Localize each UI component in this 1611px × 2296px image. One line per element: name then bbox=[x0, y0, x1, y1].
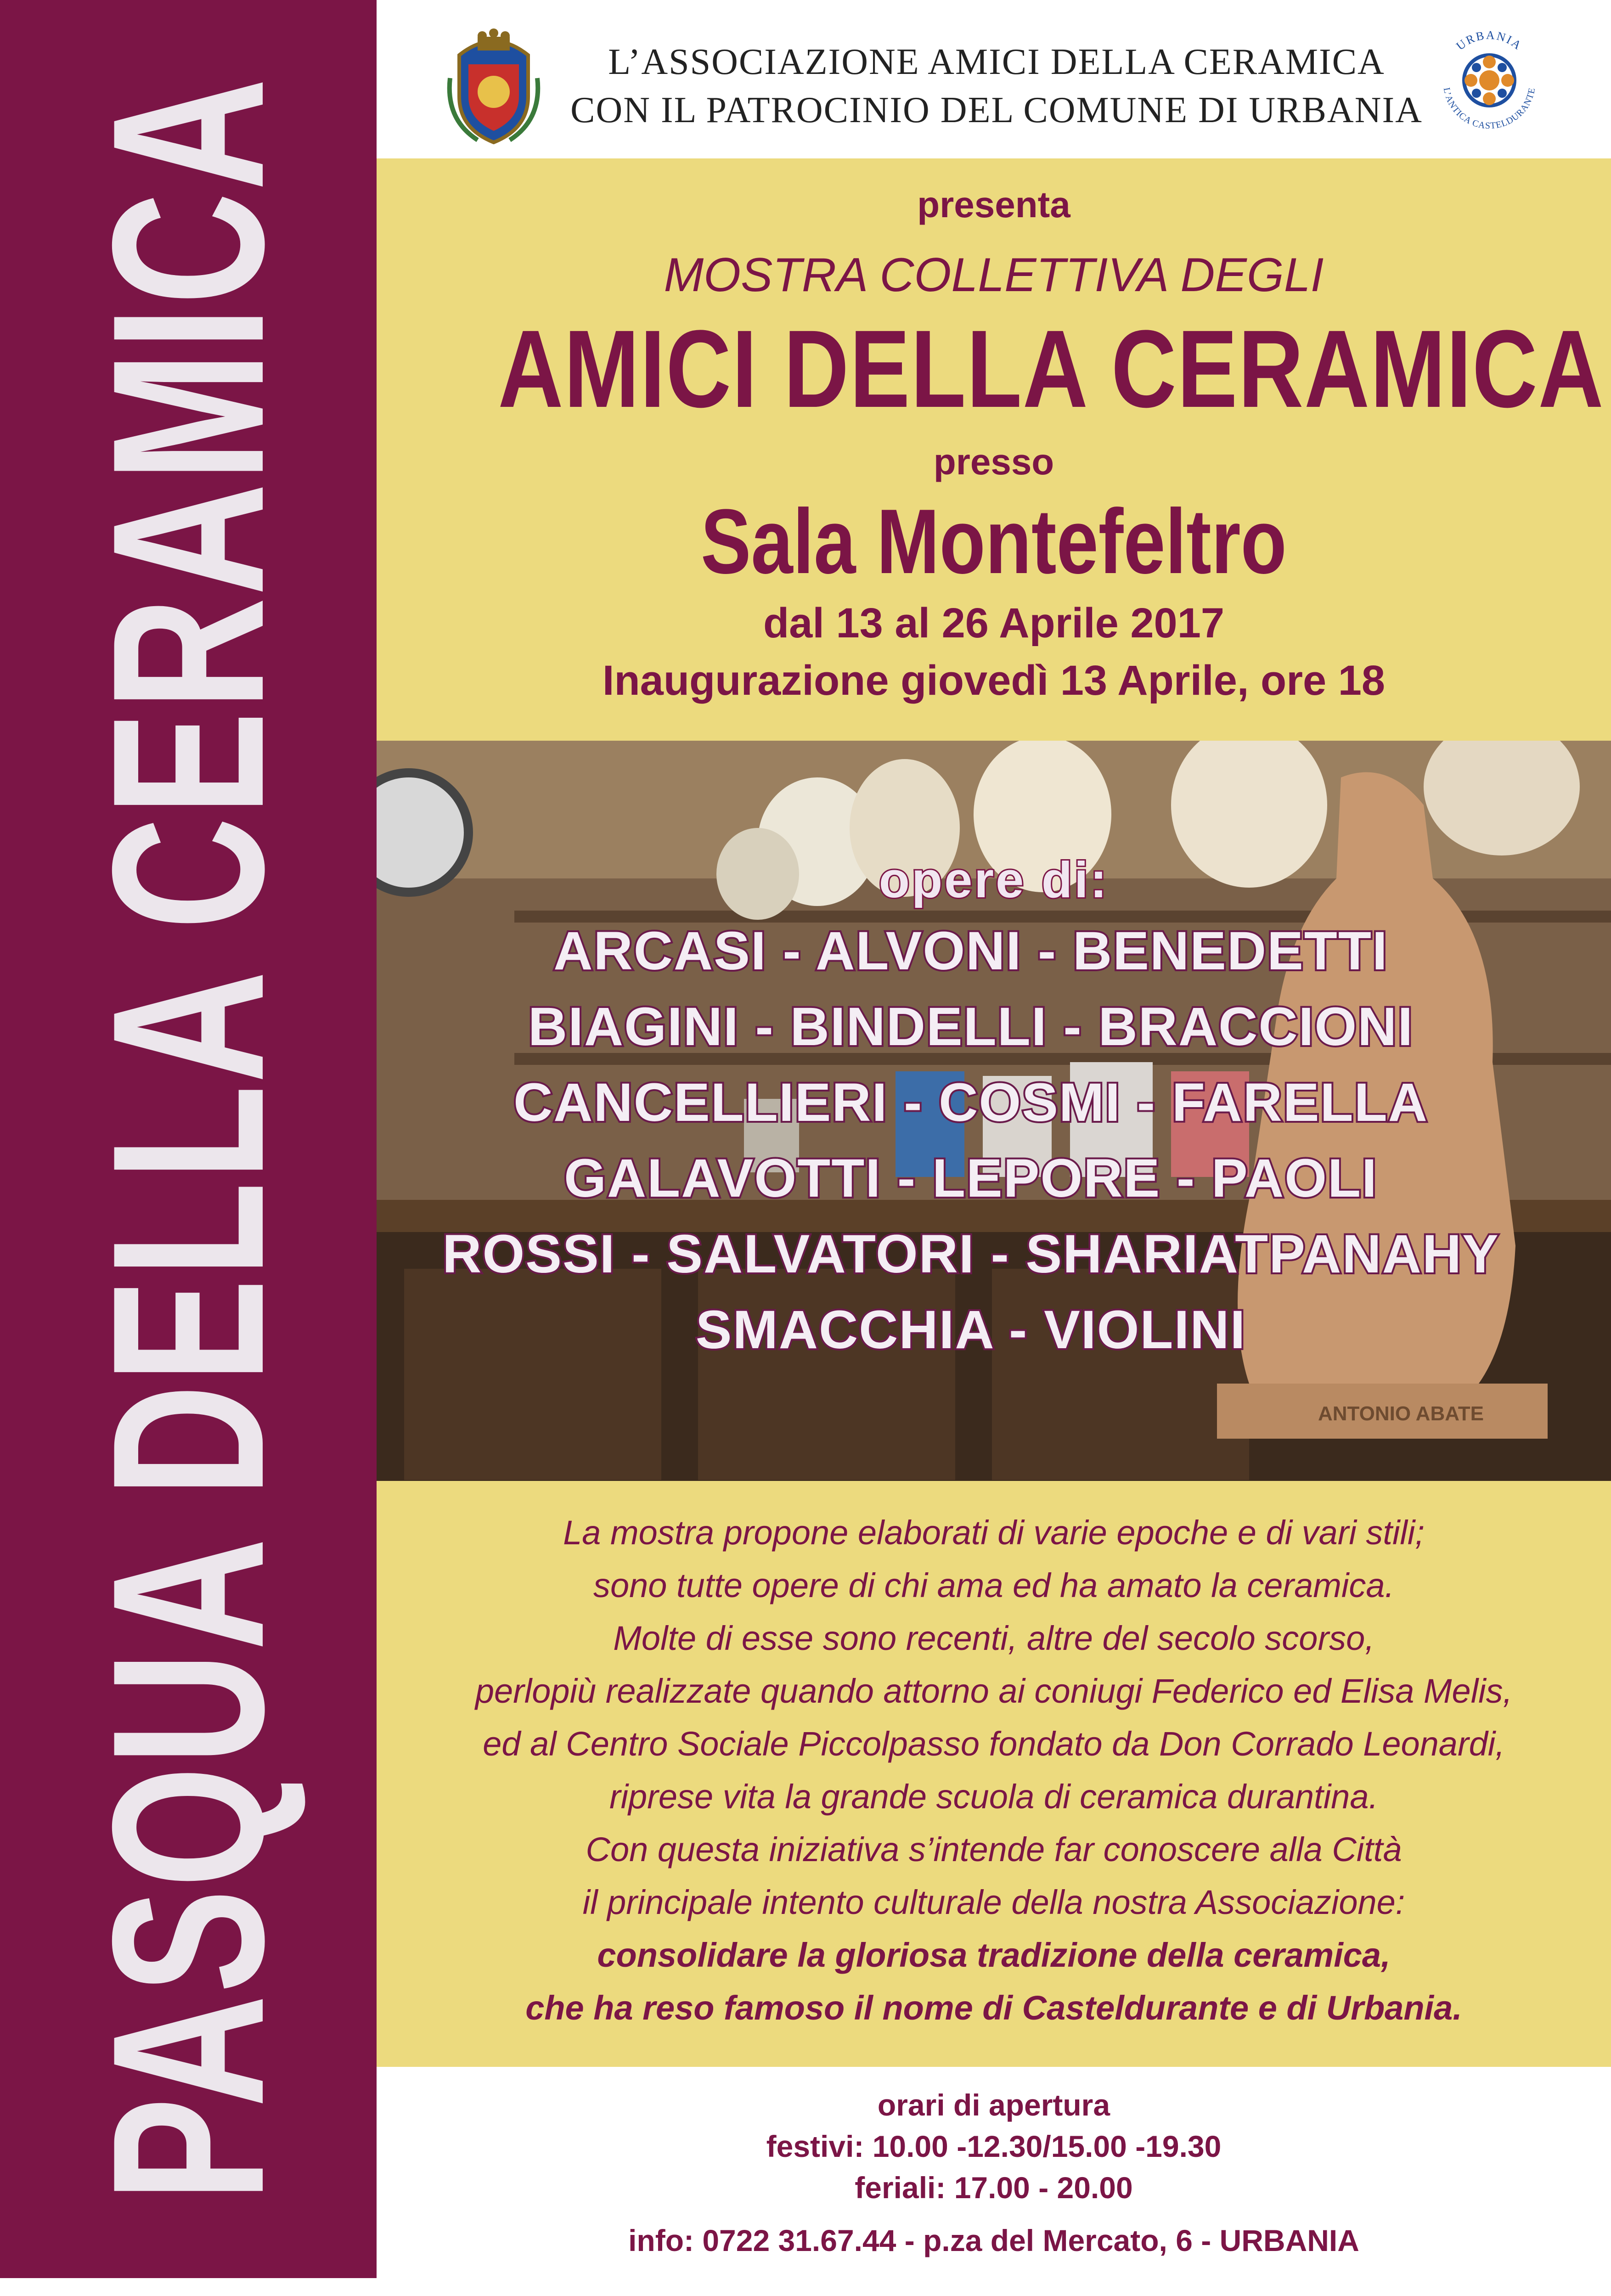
exhibition-subtitle: MOSTRA COLLETTIVA DEGLI bbox=[664, 248, 1324, 302]
description-line: perlopiù realizzate quando attorno ai coniugi Federico ed Elisa Melis, bbox=[475, 1672, 1513, 1710]
description-line: sono tutte opere di chi ama ed ha amato la ceramica. bbox=[593, 1566, 1395, 1604]
artists-line: GALAVOTTI - LEPORE - PAOLI bbox=[564, 1148, 1378, 1209]
exhibition-title: AMICI DELLA CERAMICA bbox=[498, 307, 1605, 430]
statue-base-text: ANTONIO ABATE bbox=[1318, 1402, 1484, 1425]
presenta-text: presenta bbox=[917, 184, 1070, 225]
badge-top-text: URBANIA bbox=[1453, 28, 1525, 53]
presso-text: presso bbox=[933, 441, 1054, 482]
mission-line: consolidare la gloriosa tradizione della ceramica, bbox=[597, 1936, 1391, 1974]
artists-line: CANCELLIERI - COSMI - FARELLA bbox=[513, 1072, 1428, 1133]
footer bbox=[377, 2067, 1611, 2278]
description-panel bbox=[377, 1481, 1611, 2067]
sidebar-banner bbox=[0, 0, 377, 2278]
artists-line: SMACCHIA - VIOLINI bbox=[695, 1300, 1246, 1360]
artists-line: BIAGINI - BINDELLI - BRACCIONI bbox=[528, 996, 1414, 1057]
svg-text:URBANIA bbox=[1454, 28, 1525, 53]
description-line: Con questa iniziativa s’intende far conoscere alla Città bbox=[586, 1830, 1402, 1868]
description-line: Molte di esse sono recenti, altre del secolo scorso, bbox=[613, 1619, 1374, 1657]
association-line: L’ASSOCIAZIONE AMICI DELLA CERAMICA bbox=[608, 42, 1385, 82]
weekday-hours: feriali: 17.00 - 20.00 bbox=[855, 2171, 1133, 2205]
event-info-panel bbox=[377, 158, 1611, 741]
venue-name: Sala Montefeltro bbox=[701, 490, 1287, 593]
badge-bottom-text: L’ANTICA CASTELDURANTE bbox=[1441, 86, 1538, 131]
inauguration-text: Inaugurazione giovedì 13 Aprile, ore 18 bbox=[602, 657, 1386, 704]
opening-hours-title: orari di apertura bbox=[877, 2088, 1110, 2122]
description-line: ed al Centro Sociale Piccolpasso fondato da Don Corrado Leonardi, bbox=[483, 1725, 1505, 1763]
artists-line: ARCASI - ALVONI - BENEDETTI bbox=[553, 921, 1388, 981]
exhibition-dates: dal 13 al 26 Aprile 2017 bbox=[763, 600, 1225, 647]
patronage-line: CON IL PATROCINIO DEL COMUNE DI URBANIA bbox=[570, 90, 1423, 130]
works-label: opere di: bbox=[879, 852, 1109, 908]
contact-info: info: 0722 31.67.44 - p.za del Mercato, 6 - URBANIA bbox=[628, 2223, 1359, 2257]
mission-line: che ha reso famoso il nome di Casteldurante e di Urbania. bbox=[525, 1989, 1462, 2027]
description-line: La mostra propone elaborati di varie epoche e di vari stili; bbox=[563, 1514, 1425, 1552]
holiday-hours: festivi: 10.00 -12.30/15.00 -19.30 bbox=[766, 2129, 1222, 2163]
header bbox=[377, 0, 1611, 158]
description-line: riprese vita la grande scuola di ceramica durantina. bbox=[609, 1778, 1379, 1816]
artists-line: ROSSI - SALVATORI - SHARIATPANAHY bbox=[442, 1224, 1499, 1284]
urbania-badge-icon bbox=[1432, 23, 1547, 138]
workshop-photo bbox=[377, 741, 1611, 1481]
description-line: il principale intento culturale della nostra Associazione: bbox=[582, 1883, 1405, 1921]
crest-icon bbox=[441, 28, 546, 147]
sidebar-title: PASQUA DELLA CERAMICA bbox=[68, 76, 309, 2201]
